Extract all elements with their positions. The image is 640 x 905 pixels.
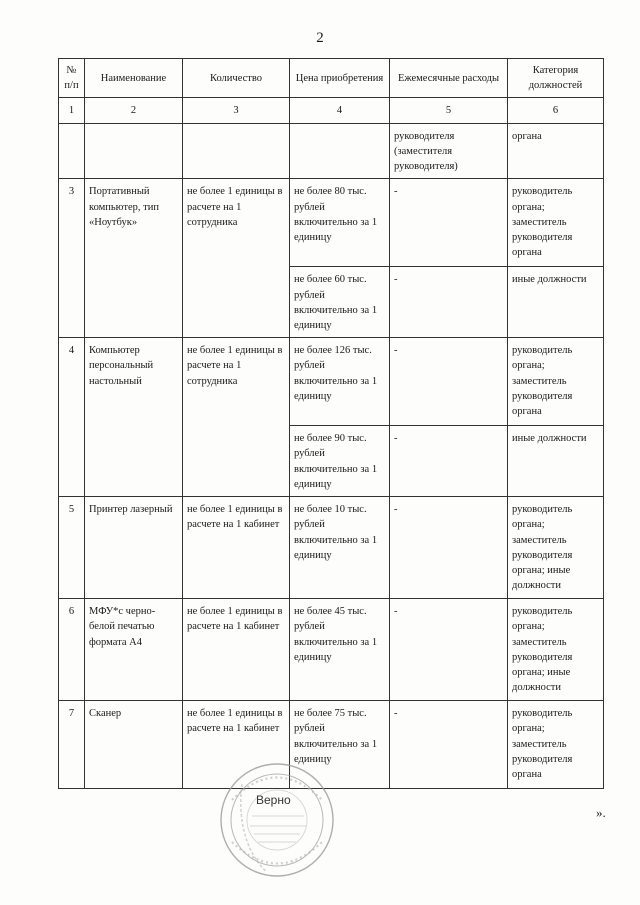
cell-price: не более 75 тыс. рублей включительно за 1 единицу [290,701,390,789]
cell-price: не более 90 тыс. рублей включительно за 1 единицу [290,426,390,497]
cell-name: Принтер лазерный [85,497,183,599]
closing-quote: ». [596,805,606,820]
cell-expenses: - [390,426,508,497]
cell-quantity: не более 1 единицы в расчете на 1 кабинет [183,701,290,789]
cell-category: руководитель органа; заместитель руководителя органа [508,179,604,267]
cell-category: руководитель органа; заместитель руководителя органа; иные должности [508,599,604,701]
cell-expenses: - [390,497,508,599]
cell-price: не более 45 тыс. рублей включительно за 1 единицу [290,599,390,701]
header-expenses: Ежемесячные расходы [390,59,508,98]
cell-expenses: - [390,179,508,267]
cell-category: иные должности [508,267,604,338]
cell-empty [59,123,85,179]
column-number: 4 [290,98,390,123]
column-number: 2 [85,98,183,123]
cell-quantity: не более 1 единицы в расчете на 1 сотрудника [183,179,290,338]
cell-quantity: не более 1 единицы в расчете на 1 кабинет [183,497,290,599]
continuation-row [59,123,604,179]
round-seal-stamp [212,760,342,880]
cell-expenses: - [390,267,508,338]
cell-name: Сканер [85,701,183,789]
column-number: 3 [183,98,290,123]
cell-name: МФУ*с черно-белой печатью формата А4 [85,599,183,701]
column-number: 6 [508,98,604,123]
table-row [59,599,604,701]
cell-num: 7 [59,701,85,789]
cell-num: 5 [59,497,85,599]
cell-empty [85,123,183,179]
cell-price: не более 80 тыс. рублей включительно за 1 единицу [290,179,390,267]
cell-category: органа [508,123,604,179]
cell-category: руководитель органа; заместитель руководителя органа [508,701,604,789]
cell-quantity: не более 1 единицы в расчете на 1 сотрудника [183,338,290,497]
cell-category: иные должности [508,426,604,497]
table-row [59,497,604,599]
table-row [59,179,604,267]
cell-num: 4 [59,338,85,497]
cell-num: 6 [59,599,85,701]
cell-category: руководитель органа; заместитель руководителя органа [508,338,604,426]
cell-expenses: руководителя (заместителя руководителя) [390,123,508,179]
header-name: Наименование [85,59,183,98]
header-num: № п/п [59,59,85,98]
cell-expenses: - [390,599,508,701]
cell-empty [183,123,290,179]
cell-expenses: - [390,701,508,789]
cell-empty [290,123,390,179]
header-category: Категория должностей [508,59,604,98]
column-number: 1 [59,98,85,123]
header-quantity: Количество [183,59,290,98]
cell-name: Компьютер персональный настольный [85,338,183,497]
table-row [59,338,604,426]
cell-price: не более 60 тыс. рублей включительно за 1 единицу [290,267,390,338]
header-price: Цена приобретения [290,59,390,98]
cell-category: руководитель органа; заместитель руководителя органа; иные должности [508,497,604,599]
cell-price: не более 10 тыс. рублей включительно за 1 единицу [290,497,390,599]
column-numbers-row [59,98,604,123]
cell-price: не более 126 тыс. рублей включительно за 1 единицу [290,338,390,426]
page-number: 2 [316,30,324,46]
header-row [59,59,604,98]
cell-name: Портативный компьютер, тип «Ноутбук» [85,179,183,338]
certified-label: Верно [256,793,291,807]
cell-num: 3 [59,179,85,338]
column-number: 5 [390,98,508,123]
costs-table [58,58,604,789]
cell-expenses: - [390,338,508,426]
cell-quantity: не более 1 единицы в расчете на 1 кабинет [183,599,290,701]
